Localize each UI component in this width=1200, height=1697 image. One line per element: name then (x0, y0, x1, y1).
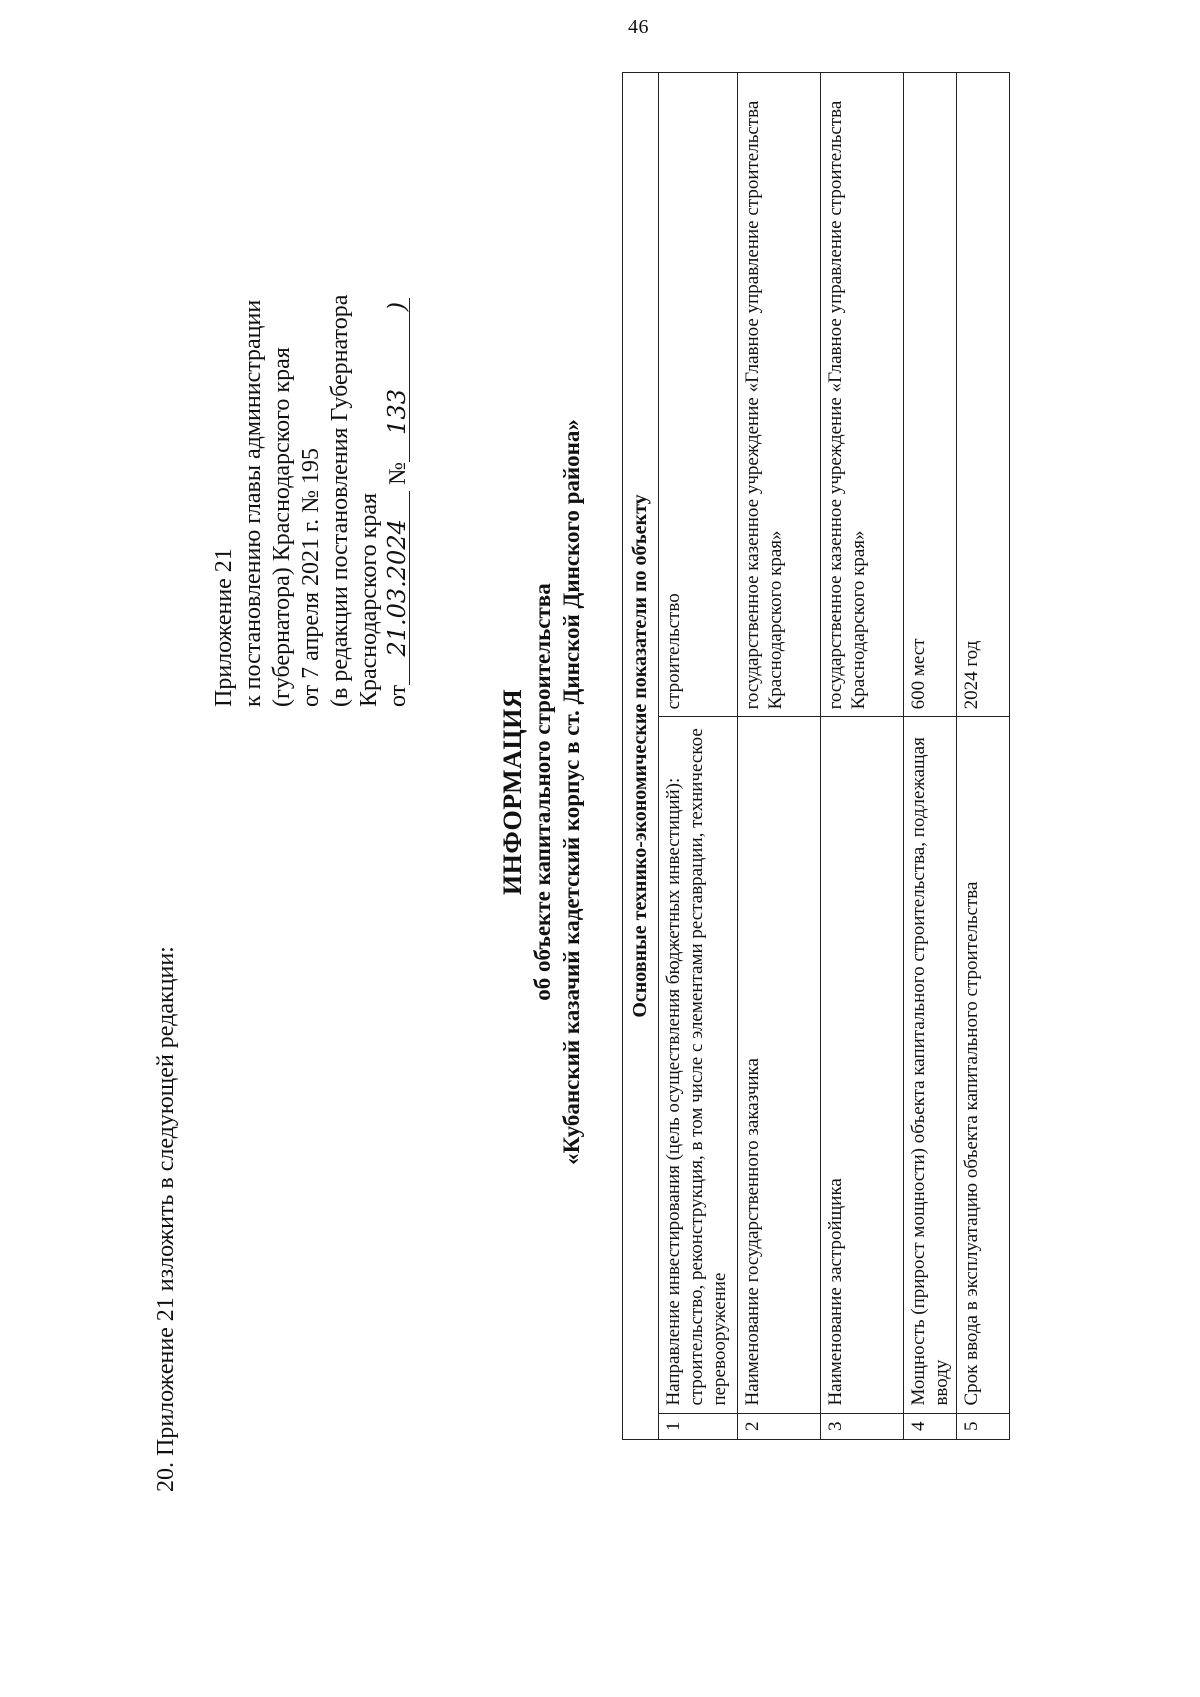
appendix-reference-line: от 7 апреля 2021 г. № 195 (298, 447, 324, 707)
document-subtitle: об объекте капитального строительства (530, 583, 555, 1001)
document-title-block (498, 292, 586, 1292)
handwritten-number: 133 (385, 362, 410, 462)
document-title: ИНФОРМАЦИЯ (498, 688, 527, 896)
table-row (821, 73, 904, 1440)
appendix-header-block (210, 295, 413, 707)
date-prefix: от (385, 684, 411, 707)
row-parameter: Срок ввода в эксплуатацию объекта капитального строительства (957, 717, 1010, 1413)
row-number: 4 (904, 1413, 957, 1439)
number-sign: № (385, 461, 411, 485)
appendix-date-line (384, 295, 413, 707)
table-row (659, 73, 738, 1440)
row-parameter: Мощность (прирост мощности) объекта капитального строительства, подлежащая вводу (904, 717, 957, 1413)
appendix-reference-line: (губернатора) Краснодарского края (269, 347, 295, 707)
closing-paren: ) (385, 298, 410, 362)
row-number: 2 (738, 1413, 821, 1439)
row-parameter: Направление инвестирования (цель осуществления бюджетных инвестиций): строительство, реконструкция, в том числе с элементами реставрации, техническое перевооружение (659, 717, 738, 1413)
row-parameter: Наименование государственного заказчика (738, 717, 821, 1413)
object-name: «Кубанский казачий кадетский корпус в ст. Динской Динского района» (559, 419, 584, 1165)
row-number: 1 (659, 1413, 738, 1439)
row-value: государственное казенное учреждение «Главное управление строительства Краснодарского края» (821, 73, 904, 717)
intro-paragraph: 20. Приложение 21 изложить в следующей редакции: (153, 946, 179, 1492)
row-number: 3 (821, 1413, 904, 1439)
row-parameter: Наименование застройщика (821, 717, 904, 1413)
table-header: Основные технико-экономические показатели по объекту (623, 73, 659, 1440)
rotated-document-body (152, 92, 1152, 1492)
row-value: 2024 год (957, 73, 1010, 717)
appendix-reference-line: (в редакции постановления Губернатора (327, 294, 353, 707)
table-header-row (623, 73, 659, 1440)
appendix-reference-line: к постановлению главы администрации (240, 299, 266, 707)
row-number: 5 (957, 1413, 1010, 1439)
table-row (957, 73, 1010, 1440)
row-value: строительство (659, 73, 738, 717)
appendix-title: Приложение 21 (211, 548, 237, 707)
appendix-reference-line: Краснодарского края (356, 492, 382, 707)
indicators-table (622, 72, 1010, 1440)
table-row (904, 73, 957, 1440)
table-row (738, 73, 821, 1440)
row-value: 600 мест (904, 73, 957, 717)
page-number: 46 (628, 16, 649, 38)
row-value: государственное казенное учреждение «Главное управление строительства Краснодарского края» (738, 73, 821, 717)
handwritten-date: 21.03.2024 (385, 491, 410, 685)
